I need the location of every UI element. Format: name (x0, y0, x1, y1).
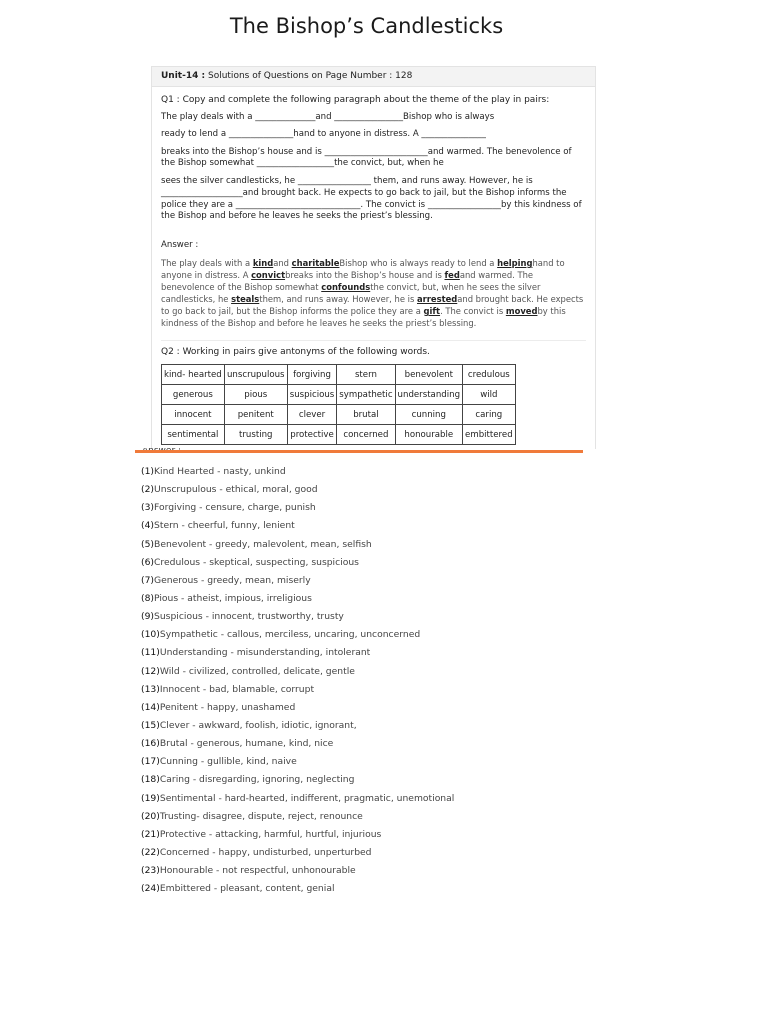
table-cell: credulous (463, 365, 516, 385)
item-text: Sympathetic - callous, merciless, uncaring, unconcerned (159, 629, 421, 641)
list-item (141, 538, 454, 556)
card-heading: Solutions of Questions on Page Number : 128 (207, 71, 413, 81)
table-cell: stern (337, 365, 395, 385)
antonym-list (141, 465, 454, 900)
answer-text: them, and runs away. However, he is (259, 294, 417, 304)
divider (161, 340, 586, 341)
item-text: Brutal - generous, humane, kind, nice (159, 738, 334, 750)
paragraph-line: the Bishop somewhat __________________the convict, but, when he (161, 158, 444, 168)
question-1: Q1 : Copy and complete the following paragraph about the theme of the play in pairs: (161, 95, 550, 105)
table-cell: penitent (224, 405, 287, 425)
item-text: Clever - awkward, foolish, idiotic, ignorant, (159, 719, 357, 731)
table-cell: benevolent (395, 365, 462, 385)
item-text: Understanding - misunderstanding, intolerant (159, 647, 371, 659)
page-title: The Bishop’s Candlesticks (229, 14, 504, 38)
table-cell: cunning (395, 405, 462, 425)
list-item (141, 483, 454, 501)
list-item (141, 610, 454, 628)
list-item (141, 683, 454, 701)
answer-word: confounds (321, 282, 371, 292)
item-number: (20) (141, 810, 160, 822)
item-number: (9) (141, 611, 155, 623)
item-text: Honourable - not respectful, unhonourable (159, 865, 356, 877)
item-text: Embittered - pleasant, content, genial (159, 883, 335, 895)
list-item (141, 556, 454, 574)
table-cell: caring (463, 405, 516, 425)
list-item (141, 828, 454, 846)
item-number: (17) (141, 756, 160, 768)
table-cell: sentimental (162, 425, 225, 445)
table-cell: concerned (337, 425, 395, 445)
item-number: (24) (141, 883, 160, 895)
answer-label: Answer : (161, 240, 199, 250)
item-text: Pious - atheist, impious, irreligious (154, 592, 312, 604)
item-text: Stern - cheerful, funny, lenient (154, 520, 295, 532)
answer-text: . The convict is (440, 306, 506, 316)
item-text: Suspicious - innocent, trustworthy, trusty (154, 611, 344, 623)
table-cell: suspicious (287, 385, 337, 405)
antonym-table (161, 364, 516, 445)
answer-text: The play deals with a (161, 258, 253, 268)
table-cell: innocent (162, 405, 225, 425)
paragraph-line: The play deals with a ______________and ________________Bishop who is always (161, 112, 495, 122)
list-item (141, 882, 454, 900)
list-item (141, 792, 454, 810)
item-number: (4) (141, 520, 155, 532)
item-text: Innocent - bad, blamable, corrupt (159, 683, 315, 695)
item-text: Concerned - happy, undisturbed, unperturbed (159, 846, 372, 858)
answer-word: charitable (291, 258, 340, 268)
list-item (141, 592, 454, 610)
paragraph-line: ___________________and brought back. He expects to go back to jail, but the Bishop informs the (161, 188, 567, 198)
answer-text: hand to anyone in distress. A (161, 258, 565, 280)
list-item (141, 755, 454, 773)
solution-card (151, 66, 596, 449)
answer-text: and brought back. He expects to go back to jail, but the Bishop informs the police they are a (161, 294, 584, 316)
list-item (141, 810, 454, 828)
table-row (162, 405, 516, 425)
item-number: (23) (141, 865, 160, 877)
list-item (141, 773, 454, 791)
item-text: Sentimental - hard-hearted, indifferent, pragmatic, unemotional (159, 792, 455, 804)
list-item (141, 574, 454, 592)
paragraph-line: police they are a _____________________________. The convict is _________________by this kindness of (161, 200, 582, 210)
table-cell: trusting (224, 425, 287, 445)
answer-paragraph (161, 257, 589, 329)
answer-word: steals (231, 294, 260, 304)
item-text: Wild - civilized, controlled, delicate, gentle (159, 665, 355, 677)
list-item (141, 646, 454, 664)
table-cell: brutal (337, 405, 395, 425)
table-cell: honourable (395, 425, 462, 445)
table-cell: embittered (463, 425, 516, 445)
answer-text: by this kindness of the Bishop and before he leaves he seeks the priest’s blessing. (161, 306, 566, 328)
item-text: Unscrupulous - ethical, moral, good (154, 484, 318, 496)
paragraph-line: breaks into the Bishop’s house and is ________________________and warmed. The benevolence of (161, 147, 572, 157)
answer-word: arrested (417, 294, 458, 304)
table-cell: generous (162, 385, 225, 405)
table-row (162, 365, 516, 385)
item-text: Penitent - happy, unashamed (159, 701, 296, 713)
item-number: (18) (141, 774, 160, 786)
answer-text: Bishop who is always ready to lend a (339, 258, 498, 268)
list-item (141, 628, 454, 646)
table-cell: wild (463, 385, 516, 405)
question-2: Q2 : Working in pairs give antonyms of the following words. (161, 347, 430, 357)
table-row (162, 425, 516, 445)
paragraph-line: ready to lend a _______________hand to anyone in distress. A _______________ (161, 129, 486, 139)
item-number: (6) (141, 556, 155, 568)
item-number: (10) (141, 629, 160, 641)
list-item (141, 465, 454, 483)
answer-text: and warmed. The benevolence of the Bishop somewhat (161, 270, 534, 292)
item-text: Trusting- disagree, dispute, reject, renounce (159, 810, 363, 822)
unit-label: Unit-14 : (161, 71, 206, 81)
card-header (152, 67, 595, 87)
item-number: (3) (141, 502, 155, 514)
table-cell: understanding (395, 385, 462, 405)
table-cell: clever (287, 405, 337, 425)
list-item (141, 719, 454, 737)
item-text: Benevolent - greedy, malevolent, mean, selfish (154, 538, 372, 550)
item-number: (8) (141, 592, 155, 604)
orange-divider (135, 450, 583, 453)
answer-word: convict (251, 270, 286, 280)
item-number: (22) (141, 846, 160, 858)
item-number: (5) (141, 538, 155, 550)
list-item (141, 864, 454, 882)
item-number: (19) (141, 792, 160, 804)
table-row (162, 385, 516, 405)
answer-text: the convict, but, when he sees the silver candlesticks, he (161, 282, 541, 304)
item-text: Generous - greedy, mean, miserly (154, 574, 311, 586)
list-item (141, 737, 454, 755)
item-text: Forgiving - censure, charge, punish (154, 502, 316, 514)
item-number: (21) (141, 828, 160, 840)
table-cell: protective (287, 425, 337, 445)
item-number: (14) (141, 701, 160, 713)
item-number: (15) (141, 719, 160, 731)
table-cell: kind- hearted (162, 365, 225, 385)
item-text: Credulous - skeptical, suspecting, suspicious (154, 556, 359, 568)
answer-text: and (273, 258, 292, 268)
item-text: Kind Hearted - nasty, unkind (154, 466, 286, 477)
item-number: (2) (141, 484, 155, 496)
list-item (141, 665, 454, 683)
answer-word: gift (423, 306, 441, 316)
answer-word: fed (444, 270, 460, 280)
answer-word: moved (505, 306, 538, 316)
item-number: (1) (141, 466, 155, 477)
item-number: (7) (141, 574, 155, 586)
table-cell: pious (224, 385, 287, 405)
table-cell: forgiving (287, 365, 337, 385)
paragraph-line: the Bishop and before he leaves he seeks the priest’s blessing. (161, 211, 433, 221)
paragraph-line: sees the silver candlesticks, he _________________ them, and runs away. However, he is (161, 176, 533, 186)
item-number: (16) (141, 738, 160, 750)
item-number: (12) (141, 665, 160, 677)
item-text: Caring - disregarding, ignoring, neglecting (159, 774, 355, 786)
list-item (141, 501, 454, 519)
table-cell: unscrupulous (224, 365, 287, 385)
list-item (141, 846, 454, 864)
list-item (141, 519, 454, 537)
table-cell: sympathetic (337, 385, 395, 405)
answer-text: breaks into the Bishop’s house and is (285, 270, 445, 280)
answer-word: helping (497, 258, 533, 268)
item-number: (11) (141, 647, 160, 659)
item-text: Protective - attacking, harmful, hurtful, injurious (159, 828, 382, 840)
answer-word: kind (252, 258, 274, 268)
item-text: Cunning - gullible, kind, naive (159, 756, 297, 768)
item-number: (13) (141, 683, 160, 695)
list-item (141, 701, 454, 719)
